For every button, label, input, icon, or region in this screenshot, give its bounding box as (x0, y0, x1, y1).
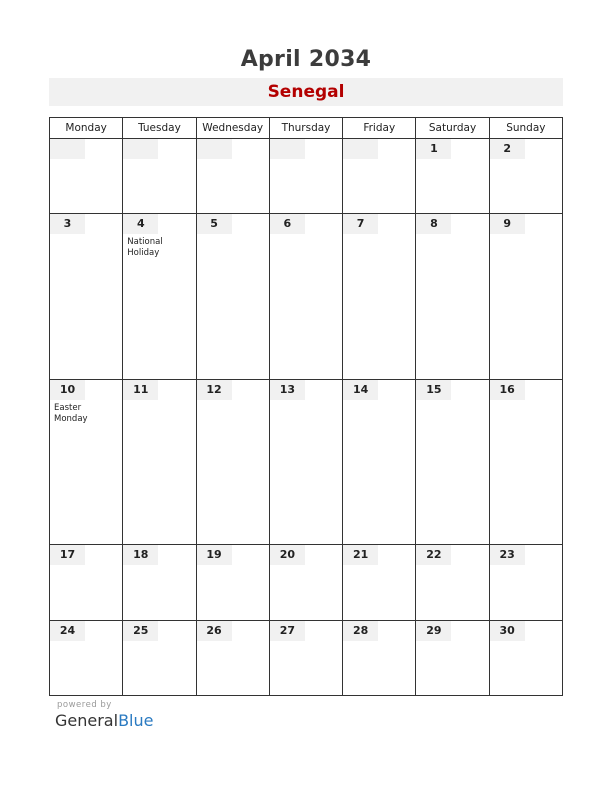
day-cell (123, 139, 196, 214)
weekday-friday: Friday (343, 118, 416, 139)
day-cell (269, 214, 342, 379)
day-number (197, 139, 232, 159)
day-number (270, 139, 305, 159)
day-cell (343, 379, 416, 544)
day-cell (196, 620, 269, 696)
weekday-monday: Monday (50, 118, 123, 139)
day-number: 27 (270, 621, 305, 641)
day-number: 1 (416, 139, 451, 159)
day-number (343, 139, 378, 159)
day-number: 10 (50, 380, 85, 400)
day-cell (123, 620, 196, 696)
day-number: 3 (50, 214, 85, 234)
day-cell (196, 139, 269, 214)
day-cell (416, 214, 489, 379)
day-cell (196, 379, 269, 544)
day-number (50, 139, 85, 159)
day-cell (269, 379, 342, 544)
day-cell (123, 214, 196, 379)
day-number: 6 (270, 214, 305, 234)
day-number: 4 (123, 214, 158, 234)
day-number: 19 (197, 545, 232, 565)
week-row (50, 620, 563, 696)
week-row (50, 139, 563, 214)
day-number: 25 (123, 621, 158, 641)
day-number: 7 (343, 214, 378, 234)
day-cell (343, 214, 416, 379)
day-number: 8 (416, 214, 451, 234)
day-cell (416, 620, 489, 696)
day-number: 24 (50, 621, 85, 641)
day-cell (50, 545, 123, 620)
day-number (123, 139, 158, 159)
weekday-thursday: Thursday (269, 118, 342, 139)
calendar-grid (49, 117, 563, 696)
day-number: 5 (197, 214, 232, 234)
day-number: 18 (123, 545, 158, 565)
country-banner: Senegal (49, 78, 563, 106)
day-number: 17 (50, 545, 85, 565)
week-row (50, 545, 563, 620)
day-number: 30 (490, 621, 525, 641)
day-cell (489, 620, 562, 696)
day-number: 29 (416, 621, 451, 641)
day-number: 16 (490, 380, 525, 400)
weekday-header-row (50, 118, 563, 139)
day-cell (489, 379, 562, 544)
holiday-label: National Holiday (127, 237, 163, 259)
weekday-saturday: Saturday (416, 118, 489, 139)
footer (55, 700, 153, 730)
day-cell (416, 545, 489, 620)
holiday-label: Easter Monday (54, 402, 88, 424)
day-number: 21 (343, 545, 378, 565)
day-cell (50, 214, 123, 379)
brand-logo[interactable] (55, 711, 153, 730)
day-cell (416, 139, 489, 214)
day-cell (50, 139, 123, 214)
weekday-wednesday: Wednesday (196, 118, 269, 139)
day-cell (123, 379, 196, 544)
day-cell (416, 379, 489, 544)
day-number: 13 (270, 380, 305, 400)
day-number: 28 (343, 621, 378, 641)
day-number: 22 (416, 545, 451, 565)
day-cell (123, 545, 196, 620)
day-cell (343, 620, 416, 696)
day-cell (489, 545, 562, 620)
day-cell (50, 379, 123, 544)
day-cell (196, 545, 269, 620)
day-cell (343, 545, 416, 620)
day-cell (269, 620, 342, 696)
day-number: 15 (416, 380, 451, 400)
weekday-sunday: Sunday (489, 118, 562, 139)
day-cell (343, 139, 416, 214)
day-number: 20 (270, 545, 305, 565)
day-number: 9 (490, 214, 525, 234)
day-number: 14 (343, 380, 378, 400)
day-cell (50, 620, 123, 696)
powered-by-text: powered by (57, 700, 112, 710)
day-cell (489, 214, 562, 379)
brand-general: General (55, 711, 119, 730)
week-row (50, 214, 563, 379)
brand-blue: Blue (118, 711, 154, 730)
day-number: 11 (123, 380, 158, 400)
day-number: 12 (197, 380, 232, 400)
week-row (50, 379, 563, 544)
day-cell (269, 139, 342, 214)
page-title: April 2034 (240, 47, 372, 72)
day-cell (269, 545, 342, 620)
day-cell (196, 214, 269, 379)
day-number: 26 (197, 621, 232, 641)
day-number: 23 (490, 545, 525, 565)
weekday-tuesday: Tuesday (123, 118, 196, 139)
day-cell (489, 139, 562, 214)
day-number: 2 (490, 139, 525, 159)
